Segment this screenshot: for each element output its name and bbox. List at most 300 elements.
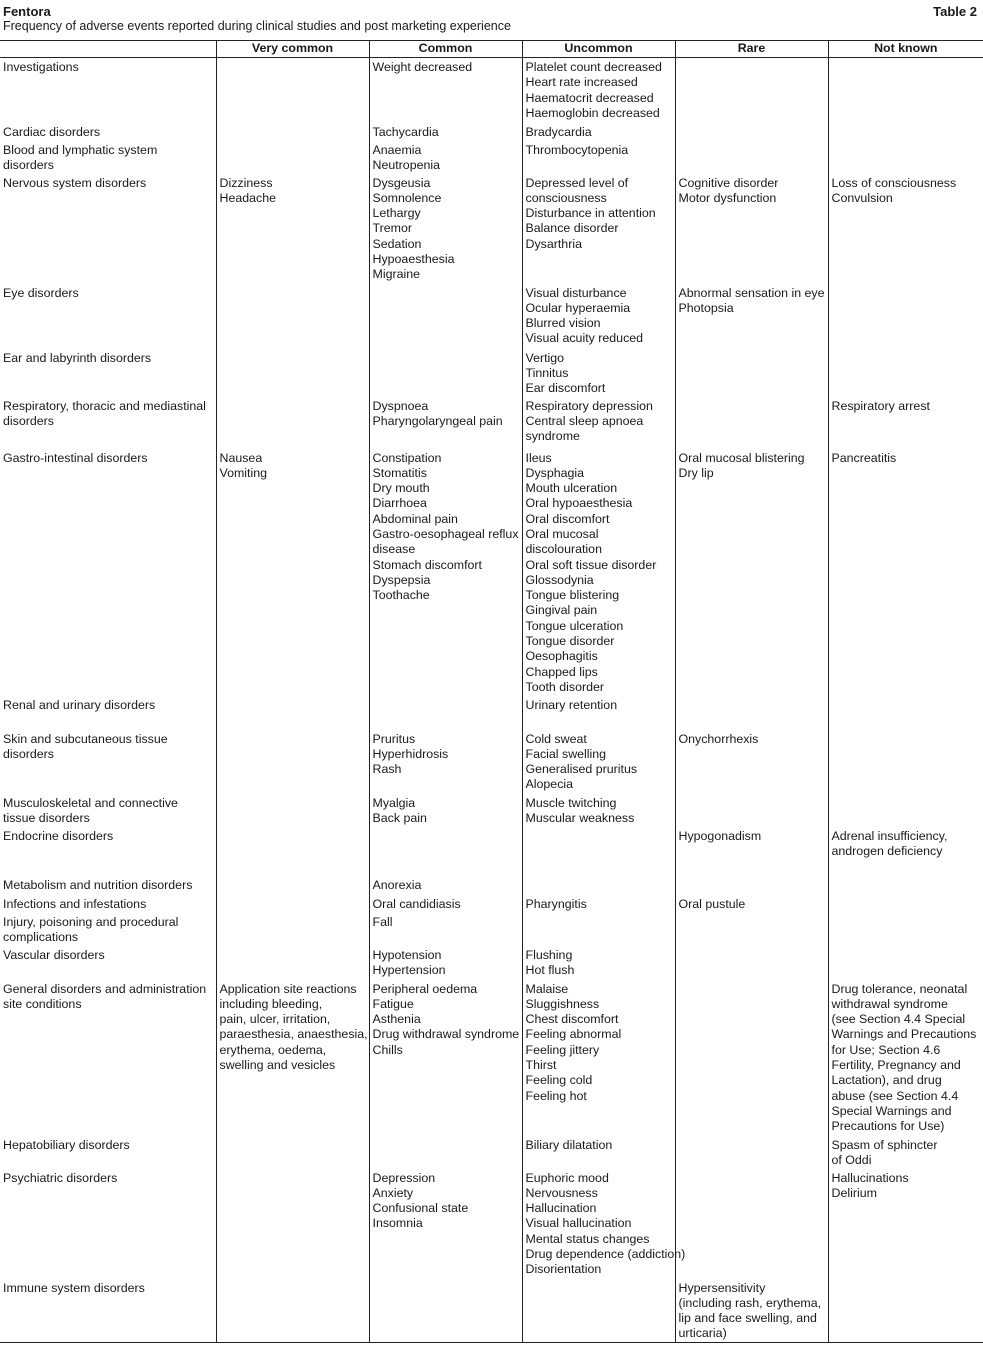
table-row [0, 141, 983, 174]
adverse-event-term: Sluggishness [525, 996, 600, 1011]
table-row [0, 58, 983, 123]
cell-rare [675, 794, 828, 827]
column-header-common: Common [369, 41, 522, 58]
adverse-event-term: Dyspnoea [372, 398, 429, 413]
cell-not-known [828, 827, 983, 876]
table-row [0, 876, 983, 895]
cell-not-known [828, 174, 983, 284]
cell-uncommon [522, 827, 675, 876]
column-header-uncommon: Uncommon [522, 41, 675, 58]
cell-rare [675, 827, 828, 876]
adverse-event-term: Anorexia [372, 877, 422, 892]
adverse-event-term: Respiratory depression [525, 398, 653, 413]
adverse-event-term: Confusional state [372, 1201, 469, 1216]
system-organ-class-label: Metabolism and nutrition disorders [3, 877, 193, 892]
adverse-event-term: Adrenal insufficiency, [831, 828, 948, 843]
cell-rare [675, 876, 828, 895]
system-organ-class-label: Ear and labyrinth disorders [3, 350, 152, 365]
adverse-event-term: swelling and vesicles [219, 1057, 336, 1072]
cell-system-organ-class [0, 696, 216, 730]
cell-uncommon [522, 876, 675, 895]
adverse-event-term: Oral candidiasis [372, 896, 461, 911]
cell-very-common [216, 1169, 369, 1279]
cell-not-known [828, 141, 983, 174]
adverse-event-term: (see Section 4.4 Special [831, 1012, 966, 1027]
cell-very-common [216, 946, 369, 980]
adverse-event-term: Respiratory arrest [831, 398, 930, 413]
cell-very-common [216, 284, 369, 349]
table-row [0, 397, 983, 449]
cell-common [369, 827, 522, 876]
cell-common [369, 895, 522, 913]
adverse-event-term: Vertigo [525, 350, 565, 365]
cell-rare [675, 449, 828, 696]
adverse-event-term: Hypersensitivity [678, 1280, 766, 1295]
adverse-event-term: Drug tolerance, neonatal [831, 981, 968, 996]
adverse-event-term: Fall [372, 914, 393, 929]
adverse-event-term: Dysgeusia [372, 175, 431, 190]
cell-rare [675, 174, 828, 284]
system-organ-class-label: Cardiac disorders [3, 124, 101, 139]
adverse-event-term: Hypertension [372, 962, 446, 977]
adverse-event-term: Abdominal pain [372, 511, 458, 526]
adverse-event-term: Visual hallucination [525, 1216, 632, 1231]
adverse-event-term: Fatigue [372, 996, 414, 1011]
cell-rare [675, 980, 828, 1136]
cell-very-common [216, 913, 369, 946]
cell-common [369, 1169, 522, 1279]
adverse-event-term: Oral pustule [678, 896, 746, 911]
adverse-event-term: including bleeding, [219, 996, 323, 1011]
cell-very-common [216, 895, 369, 913]
cell-not-known [828, 876, 983, 895]
cell-rare [675, 58, 828, 123]
cell-common [369, 58, 522, 123]
cell-rare [675, 141, 828, 174]
adverse-event-term: Diarrhoea [372, 496, 427, 511]
system-organ-class-label: Nervous system disorders [3, 175, 147, 190]
cell-uncommon [522, 946, 675, 980]
adverse-event-term: Cognitive disorder [678, 175, 779, 190]
table-row [0, 449, 983, 696]
adverse-event-term: Malaise [525, 981, 569, 996]
cell-uncommon [522, 1169, 686, 1279]
cell-not-known [828, 794, 983, 827]
adverse-event-term: Nervousness [525, 1185, 598, 1200]
system-organ-class-label: Immune system disorders [3, 1280, 145, 1295]
adverse-event-term: Dry mouth [372, 481, 430, 496]
table-row [0, 827, 983, 876]
cell-rare [675, 696, 828, 730]
adverse-event-term: Gingival pain [525, 603, 598, 618]
adverse-event-term: Tongue ulceration [525, 618, 624, 633]
adverse-event-term: Oral discomfort [525, 511, 610, 526]
cell-system-organ-class [0, 1136, 216, 1169]
adverse-event-term: Rash [372, 762, 402, 777]
table-row [0, 913, 983, 946]
system-organ-class-label: Investigations [3, 60, 79, 74]
cell-system-organ-class [0, 349, 216, 397]
cell-common [369, 913, 522, 946]
cell-system-organ-class [0, 58, 216, 123]
adverse-event-term: of Oddi [831, 1152, 872, 1167]
adverse-event-term: Precautions for Use) [831, 1119, 945, 1134]
adverse-event-term: Disorientation [525, 1262, 602, 1277]
adverse-event-term: Back pain [372, 810, 427, 825]
adverse-event-term: Oral soft tissue disorder [525, 557, 657, 572]
cell-system-organ-class [0, 174, 216, 284]
adverse-event-term: Oral mucosal [525, 526, 599, 541]
cell-system-organ-class [0, 895, 216, 913]
cell-system-organ-class [0, 284, 216, 349]
adverse-event-term: Balance disorder [525, 221, 619, 236]
adverse-event-term: urticaria) [678, 1326, 727, 1341]
adverse-event-term: Generalised pruritus [525, 762, 638, 777]
adverse-event-term: Oral mucosal blistering [678, 450, 805, 465]
adverse-event-term: Warnings and Precautions [831, 1027, 977, 1042]
cell-common [369, 1136, 522, 1169]
adverse-event-term: abuse (see Section 4.4 [831, 1088, 959, 1103]
cell-not-known [828, 730, 983, 794]
table-row [0, 123, 983, 141]
system-organ-class-label: Psychiatric disorders [3, 1170, 118, 1185]
adverse-event-term: Gastro-oesophageal reflux [372, 526, 519, 541]
table-row [0, 1136, 983, 1169]
system-organ-class-label: Infections and infestations [3, 896, 147, 911]
adverse-event-term: Visual disturbance [525, 285, 627, 300]
cell-rare [675, 284, 828, 349]
adverse-event-term: erythema, oedema, [219, 1042, 327, 1057]
adverse-event-term: Loss of consciousness [831, 175, 957, 190]
table-row [0, 696, 983, 730]
cell-rare [675, 1279, 828, 1343]
adverse-event-term: Tachycardia [372, 124, 439, 139]
cell-system-organ-class [0, 913, 216, 946]
adverse-event-term: Flushing [525, 947, 573, 962]
column-header-not-known: Not known [828, 41, 983, 58]
cell-common [369, 1279, 522, 1343]
table-row [0, 946, 983, 980]
adverse-event-term: Hypogonadism [678, 828, 762, 843]
cell-not-known [828, 123, 983, 141]
system-organ-class-label: General disorders and administration [3, 981, 207, 996]
adverse-event-term: Stomach discomfort [372, 557, 482, 572]
adverse-event-term: Tinnitus [525, 365, 569, 380]
adverse-event-term: Thrombocytopenia [525, 142, 629, 157]
cell-uncommon [522, 123, 675, 141]
cell-very-common [216, 730, 369, 794]
adverse-event-term: androgen deficiency [831, 843, 943, 858]
cell-not-known [828, 946, 983, 980]
cell-common [369, 174, 522, 284]
adverse-event-term: Drug withdrawal syndrome [372, 1027, 520, 1042]
adverse-event-term: Tremor [372, 221, 412, 236]
adverse-event-term: Application site reactions [219, 981, 357, 996]
cell-rare [675, 913, 828, 946]
adverse-event-term: Bradycardia [525, 124, 592, 139]
cell-system-organ-class [0, 876, 216, 895]
adverse-event-term: Facial swelling [525, 746, 607, 761]
adverse-event-term: Feeling abnormal [525, 1027, 622, 1042]
table-row [0, 895, 983, 913]
adverse-event-term: Feeling jittery [525, 1042, 600, 1057]
document-header [3, 4, 980, 34]
table-row [0, 1169, 983, 1279]
column-header-system-organ-class [0, 41, 216, 58]
cell-common [369, 349, 522, 397]
adverse-event-term: syndrome [525, 429, 580, 444]
adverse-event-term: Disturbance in attention [525, 206, 656, 221]
adverse-event-term: Weight decreased [372, 60, 473, 74]
adverse-event-term: Pruritus [372, 731, 416, 746]
adverse-event-term: disease [372, 542, 416, 557]
adverse-event-term: Chest discomfort [525, 1012, 619, 1027]
column-header-very-common: Very common [216, 41, 369, 58]
adverse-event-term: Depressed level of [525, 175, 629, 190]
adverse-event-term: Insomnia [372, 1216, 423, 1231]
adverse-event-term: Anxiety [372, 1185, 414, 1200]
adverse-event-term: Toothache [372, 588, 430, 603]
adverse-event-term: Feeling hot [525, 1088, 587, 1103]
cell-very-common [216, 397, 369, 449]
cell-system-organ-class [0, 980, 216, 1136]
adverse-event-term: Chapped lips [525, 664, 598, 679]
adverse-event-term: Fertility, Pregnancy and [831, 1057, 961, 1072]
adverse-event-term: Dysarthria [525, 236, 582, 251]
cell-rare [675, 349, 828, 397]
adverse-event-term: for Use; Section 4.6 [831, 1042, 941, 1057]
adverse-event-term: Oesophagitis [525, 649, 598, 664]
adverse-event-term: Vomiting [219, 465, 268, 480]
system-organ-class-label: Skin and subcutaneous tissue [3, 731, 168, 746]
table-number: Table 2 [933, 4, 977, 19]
adverse-event-term: Ileus [525, 450, 552, 465]
system-organ-class-label: Endocrine disorders [3, 828, 114, 843]
table-row [0, 349, 983, 397]
cell-very-common [216, 174, 369, 284]
adverse-event-term: Onychorrhexis [678, 731, 759, 746]
cell-not-known [828, 895, 983, 913]
adverse-event-term: Anaemia [372, 142, 422, 157]
cell-very-common [216, 876, 369, 895]
cell-common [369, 980, 522, 1136]
table-row [0, 1279, 983, 1343]
adverse-event-term: Dizziness [219, 175, 273, 190]
cell-uncommon [522, 449, 675, 696]
adverse-event-term: Hot flush [525, 962, 575, 977]
cell-not-known [828, 980, 983, 1136]
cell-not-known [828, 1136, 983, 1169]
adverse-event-term: Oral hypoaesthesia [525, 496, 633, 511]
adverse-event-term: Ocular hyperaemia [525, 300, 631, 315]
table-header-row [0, 41, 983, 58]
system-organ-class-label: tissue disorders [3, 810, 90, 825]
table-row [0, 730, 983, 794]
adverse-event-term: Dysphagia [525, 465, 585, 480]
adverse-event-term: Tooth disorder [525, 679, 605, 694]
cell-not-known [828, 449, 983, 696]
cell-uncommon [522, 174, 675, 284]
adverse-event-term: Mouth ulceration [525, 481, 618, 496]
adverse-events-table [0, 40, 983, 1343]
adverse-event-term: Motor dysfunction [678, 190, 777, 205]
adverse-event-term: Special Warnings and [831, 1103, 952, 1118]
system-organ-class-label: Eye disorders [3, 285, 79, 300]
cell-not-known [828, 1169, 983, 1279]
adverse-event-term: Muscle twitching [525, 795, 617, 810]
column-header-rare: Rare [675, 41, 828, 58]
cell-uncommon [522, 895, 675, 913]
cell-rare [675, 946, 828, 980]
adverse-event-term: pain, ulcer, irritation, [219, 1012, 331, 1027]
cell-uncommon [522, 58, 675, 123]
system-organ-class-label: Musculoskeletal and connective [3, 795, 178, 810]
adverse-event-term: Alopecia [525, 777, 574, 792]
adverse-event-term: (including rash, erythema, [678, 1295, 822, 1310]
adverse-event-term: Mental status changes [525, 1231, 650, 1246]
cell-common [369, 123, 522, 141]
table-row [0, 794, 983, 827]
cell-system-organ-class [0, 141, 216, 174]
cell-common [369, 397, 522, 449]
system-organ-class-label: Vascular disorders [3, 947, 105, 962]
system-organ-class-label: Respiratory, thoracic and mediastinal [3, 398, 206, 413]
adverse-event-term: Central sleep apnoea [525, 413, 644, 428]
cell-system-organ-class [0, 730, 216, 794]
adverse-event-term: Heart rate increased [525, 75, 638, 90]
adverse-event-term: Nausea [219, 450, 263, 465]
system-organ-class-label: disorders [3, 413, 54, 428]
adverse-event-term: Delirium [831, 1185, 877, 1200]
adverse-event-term: Asthenia [372, 1012, 421, 1027]
adverse-event-term: Feeling cold [525, 1073, 593, 1088]
adverse-event-term: Hypotension [372, 947, 442, 962]
table-body [0, 58, 983, 1343]
adverse-event-term: Thirst [525, 1057, 557, 1072]
cell-very-common [216, 123, 369, 141]
system-organ-class-label: complications [3, 929, 79, 944]
cell-uncommon [522, 913, 675, 946]
adverse-event-term: Constipation [372, 450, 442, 465]
cell-rare [675, 1169, 828, 1279]
cell-rare [675, 895, 828, 913]
adverse-event-term: Blurred vision [525, 316, 601, 331]
cell-system-organ-class [0, 397, 216, 449]
adverse-event-term: Tongue disorder [525, 634, 615, 649]
adverse-event-term: Somnolence [372, 190, 442, 205]
adverse-event-term: Depression [372, 1170, 436, 1185]
cell-very-common [216, 58, 369, 123]
document-title: Fentora [3, 4, 51, 19]
table-caption: Frequency of adverse events reported during clinical studies and post marketing experience [3, 19, 511, 33]
adverse-event-term: Cold sweat [525, 731, 587, 746]
cell-system-organ-class [0, 123, 216, 141]
cell-not-known [828, 1279, 983, 1343]
cell-uncommon [522, 1136, 675, 1169]
adverse-event-term: Haematocrit decreased [525, 90, 654, 105]
adverse-event-term: Neutropenia [372, 157, 441, 172]
cell-common [369, 794, 522, 827]
cell-not-known [828, 58, 983, 123]
table-row [0, 174, 983, 284]
cell-not-known [828, 349, 983, 397]
system-organ-class-label: Gastro-intestinal disorders [3, 450, 148, 465]
cell-rare [675, 123, 828, 141]
adverse-event-term: Sedation [372, 236, 422, 251]
adverse-event-term: Photopsia [678, 300, 734, 315]
cell-common [369, 449, 522, 696]
cell-uncommon [522, 1279, 675, 1343]
system-organ-class-label: Renal and urinary disorders [3, 697, 156, 712]
cell-not-known [828, 284, 983, 349]
cell-not-known [828, 913, 983, 946]
adverse-event-term: Chills [372, 1042, 403, 1057]
adverse-event-term: Tongue blistering [525, 588, 620, 603]
adverse-event-term: Myalgia [372, 795, 416, 810]
adverse-event-term: Hyperhidrosis [372, 746, 449, 761]
system-organ-class-label: Injury, poisoning and procedural [3, 914, 179, 929]
adverse-event-term: Biliary dilatation [525, 1137, 613, 1152]
adverse-event-term: Spasm of sphincter [831, 1137, 938, 1152]
adverse-event-term: Dry lip [678, 465, 714, 480]
adverse-event-term: lip and face swelling, and [678, 1311, 817, 1326]
cell-uncommon [522, 980, 675, 1136]
adverse-event-term: Muscular weakness [525, 810, 635, 825]
cell-common [369, 946, 522, 980]
cell-very-common [216, 696, 369, 730]
adverse-event-term: Migraine [372, 267, 421, 282]
system-organ-class-label: Blood and lymphatic system [3, 142, 158, 157]
adverse-event-term: Hypoaesthesia [372, 251, 455, 266]
adverse-event-term: Abnormal sensation in eye [678, 285, 825, 300]
cell-system-organ-class [0, 1279, 216, 1343]
cell-common [369, 876, 522, 895]
adverse-event-term: withdrawal syndrome [831, 996, 948, 1011]
adverse-event-term: Dyspepsia [372, 572, 431, 587]
cell-common [369, 284, 522, 349]
system-organ-class-label: Hepatobiliary disorders [3, 1137, 130, 1152]
cell-not-known [828, 397, 983, 449]
cell-system-organ-class [0, 449, 216, 696]
adverse-event-term: Peripheral oedema [372, 981, 478, 996]
cell-system-organ-class [0, 827, 216, 876]
system-organ-class-label: disorders [3, 746, 54, 761]
cell-system-organ-class [0, 946, 216, 980]
adverse-event-term: Pharyngolaryngeal pain [372, 413, 503, 428]
table-row [0, 284, 983, 349]
cell-uncommon [522, 696, 675, 730]
adverse-event-term: Platelet count decreased [525, 60, 662, 74]
adverse-event-term: Lethargy [372, 206, 421, 221]
adverse-event-term: Visual acuity reduced [525, 331, 644, 346]
cell-common [369, 730, 522, 794]
cell-system-organ-class [0, 1169, 216, 1279]
adverse-event-term: Urinary retention [525, 697, 618, 712]
adverse-event-term: Convulsion [831, 190, 893, 205]
cell-rare [675, 397, 828, 449]
adverse-event-term: Haemoglobin decreased [525, 105, 660, 120]
adverse-event-term: Pancreatitis [831, 450, 897, 465]
adverse-event-term: Lactation), and drug [831, 1073, 942, 1088]
adverse-event-term: Hallucinations [831, 1170, 909, 1185]
adverse-event-term: Drug dependence (addiction) [525, 1246, 686, 1261]
cell-uncommon [522, 284, 675, 349]
adverse-event-term: paraesthesia, anaesthesia, [219, 1027, 368, 1042]
cell-uncommon [522, 730, 675, 794]
cell-very-common [216, 980, 369, 1136]
cell-rare [675, 1136, 828, 1169]
cell-uncommon [522, 349, 675, 397]
